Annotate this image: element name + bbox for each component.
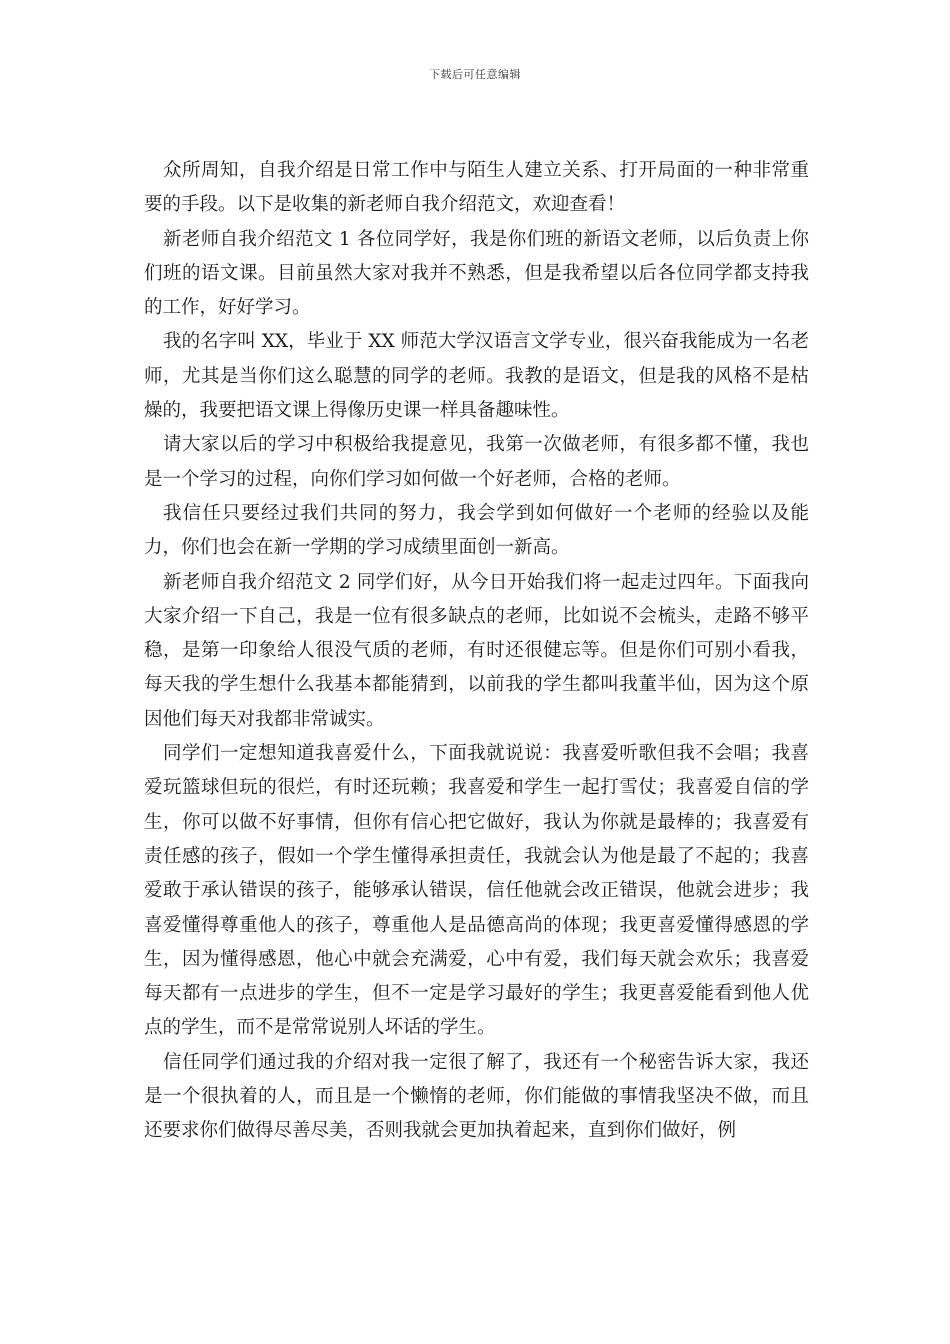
paragraph-name: 我的名字叫 XX，毕业于 XX 师范大学汉语言文学专业，很兴奋我能成为一名老师，尤其是当你们这么聪慧的同学的老师。我教的是语文，但是我的风格不是枯燥的，我要把语文课上得像历史课一样具备趣味性。 bbox=[144, 331, 809, 422]
paragraph-sample-2: 新老师自我介绍范文 2 同学们好，从今日开始我们将一起走过四年。下面我向大家介绍一下自己，我是一位有很多缺点的老师，比如说不会梳头，走路不够平稳，是第一印象给人很没气质的老师，有时还很健忘等。但是你们可别小看我，每天我的学生想什么我基本都能猜到，以前我的学生都叫我董半仙，因为这个原因他们每天对我都非常诚实。 bbox=[144, 571, 809, 730]
paragraph-feedback: 请大家以后的学习中积极给我提意见，我第一次做老师，有很多都不懂，我也是一个学习的过程，向你们学习如何做一个好老师，合格的老师。 bbox=[144, 434, 809, 490]
paragraph-secret: 信任同学们通过我的介绍对我一定很了解了，我还有一个秘密告诉大家，我还是一个很执着的人，而且是一个懒惰的老师，你们能做的事情我坚决不做，而且还要求你们做得尽善尽美，否则我就会更加执着起来，直到你们做好，例 bbox=[144, 1051, 809, 1142]
paragraph-likes: 同学们一定想知道我喜爱什么，下面我就说说：我喜爱听歌但我不会唱；我喜爱玩篮球但玩的很烂，有时还玩赖；我喜爱和学生一起打雪仗；我喜爱自信的学生，你可以做不好事情，但你有信心把它做好，我认为你就是最棒的；我喜爱有责任感的孩子，假如一个学生懂得承担责任，我就会认为他是最了不起的；我喜爱敢于承认错误的孩子，能够承认错误，信任他就会改正错误，他就会进步；我喜爱懂得尊重他人的孩子，尊重他人是品德高尚的体现；我更喜爱懂得感恩的学生，因为懂得感恩，他心中就会充满爱，心中有爱，我们每天就会欢乐；我喜爱每天都有一点进步的学生，但不一定是学习最好的学生；我更喜爱能看到他人优点的学生，而不是常常说别人坏话的学生。 bbox=[144, 743, 809, 1039]
page-header: 下载后可任意编辑 bbox=[429, 68, 521, 81]
document-body bbox=[144, 154, 809, 1149]
paragraph-sample-1: 新老师自我介绍范文 1 各位同学好，我是你们班的新语文老师，以后负责上你们班的语文课。目前虽然大家对我并不熟悉，但是我希望以后各位同学都支持我的工作，好好学习。 bbox=[144, 228, 809, 319]
paragraph-intro: 众所周知，自我介绍是日常工作中与陌生人建立关系、打开局面的一种非常重要的手段。以下是收集的新老师自我介绍范文，欢迎查看！ bbox=[144, 160, 809, 216]
paragraph-trust: 我信任只要经过我们共同的努力，我会学到如何做好一个老师的经验以及能力，你们也会在新一学期的学习成绩里面创一新高。 bbox=[144, 502, 809, 559]
